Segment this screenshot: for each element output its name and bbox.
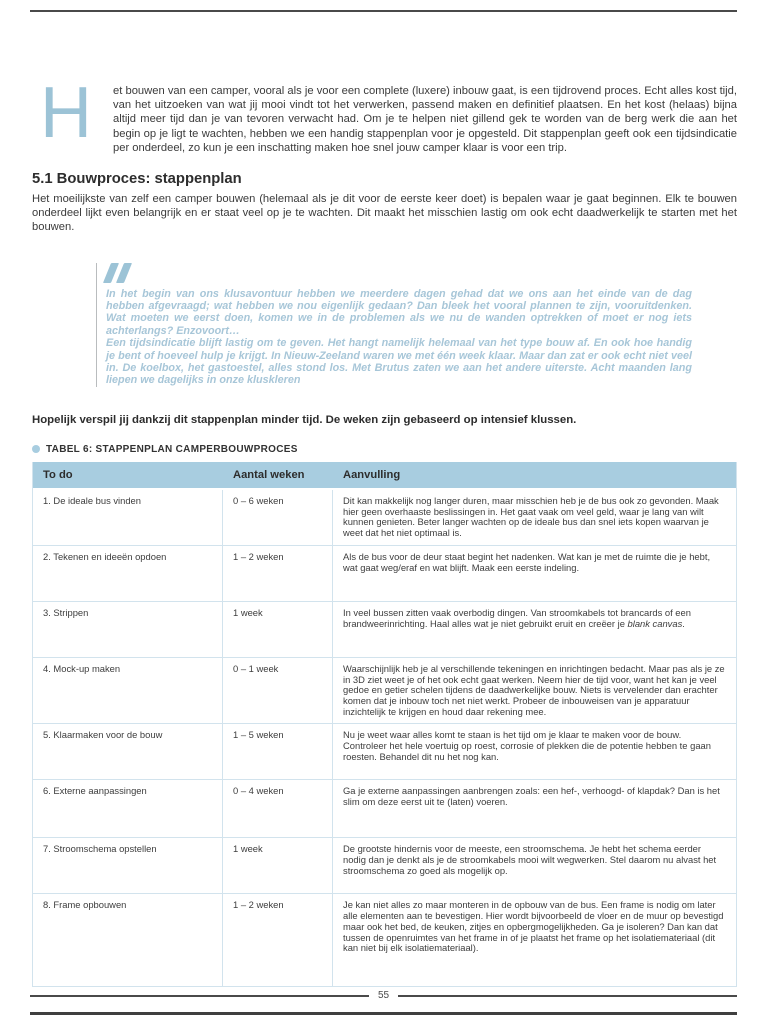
intro-text: et bouwen van een camper, vooral als je voor een complete (luxere) inbouw gaat, is een tijdrovend proces. Echt alles kost tijd, van het uitzoeken van wat jij mooi vindt tot het verwerken, passend maken en definitief plaatsen. En het kost (helaas) bijna altijd meer tijd dan je van tevoren verwacht had. Om je te helpen niet gillend gek te worden van de berg werk die aan het begin op je ligt te wachten, hebben we een handig stappenplan voor je opgesteld. Dit stappenplan geeft ook een tijdsindicatie per onderdeel, zo kun je een inschatting maken hoe snel jouw camper klaar is voor een trip. [113,85,737,154]
table-body [33,490,736,987]
cell-aanvulling: In veel bussen zitten vaak overbodig dingen. Van stroomkabels tot brancards of een brandweerinrichting. Haal alles wat je niet gebruikt eruit en creëer je blank canvas. [343,606,691,629]
bottom-rule [30,1012,737,1015]
cell-todo: 5. Klaarmaken voor de bouw [33,724,223,779]
cell-aanvulling: Als de bus voor de deur staat begint het nadenken. Wat kan je met de ruimte die je hebt, wat gaat weg/eraf en wat blijft. Maak een eerste indeling. [343,550,711,573]
footer-rule-right [398,995,737,997]
cell-todo: 3. Strippen [33,602,223,657]
top-rule [30,10,737,12]
cell-aantal-weken: 0 – 6 weken [223,490,333,545]
cell-todo: 6. Externe aanpassingen [33,780,223,837]
drop-cap: H [40,73,90,153]
cell-aantal-weken: 1 week [223,602,333,657]
table-row [33,724,736,780]
cell-aantal-weken: 0 – 1 week [223,658,333,724]
column-header-todo: To do [43,468,73,481]
intro-paragraph [32,73,737,155]
cell-aantal-weken: 1 – 2 weken [223,546,333,601]
table-row [33,490,736,546]
cell-todo: 7. Stroomschema opstellen [33,838,223,893]
cell-aanvulling: Ga je externe aanpassingen aanbrengen zoals: een hef-, verhoogd- of klapdak? Dan is het slim om deze eerst uit te (laten) voeren. [343,785,720,808]
quotation-marks-icon [106,263,692,285]
cell-aanvulling: Je kan niet alles zo maar monteren in de opbouw van de bus. Een frame is nodig om later alle elementen aan te bevestigen. Hier wordt bijvoorbeeld de vloer en de muur op bevestigd maar ook het bed, de keuken, zitjes en opbergmogelijkheden. Ga je isoleren? Dan kan dat tussen de openruimtes van het frame in of je plaatst het frame op het isolatiemateriaal (dit kan niet bij elk isolatiemateriaal). [343,899,724,954]
cell-aanvulling: Dit kan makkelijk nog langer duren, maar misschien heb je de bus ook zo gevonden. Maak hier geen overhaaste beslissingen in. Het gaat vaak om veel geld, waar je lang van wilt kunnen genieten. Beter langer wachten op de ideale bus dan snel iets kopen waarvan je weet dat het niet optimaal is. [343,494,719,538]
cell-todo: 8. Frame opbouwen [33,894,223,986]
cell-aanvulling: De grootste hindernis voor de meeste, een stroomschema. Je hebt het schema eerder nodig dan je denkt als je de stroomkabels mooi wilt wegwerken. Stel daarom nu alvast het stroomschema zo goed als mogelijk op. [343,843,717,876]
table-row [33,658,736,725]
cell-aantal-weken: 1 – 2 weken [223,894,333,986]
footer-rule-left [30,995,369,997]
cell-todo: 2. Tekenen en ideeën opdoen [33,546,223,601]
cell-todo: 4. Mock-up maken [33,658,223,724]
quote-paragraph-1: In het begin van ons klusavontuur hebben we meerdere dagen gehad dat we ons aan het einde van de dag hebben afgevraagd; wat hebben we nou eigenlijk gedaan? Dan bleek het vooral plannen te zijn, vooruitdenken. Wat moeten we eerst doen, komen we in de problemen als we nu de wanden optrekken of moet er nog iets achterlangs? Enzovoort… [106,287,692,337]
cell-aantal-weken: 1 – 5 weken [223,724,333,779]
stappenplan-table [32,462,737,988]
quote-bar-icon [116,263,132,283]
quote-block [96,263,692,387]
column-header-aantal-weken: Aantal weken [233,468,305,481]
cell-aantal-weken: 0 – 4 weken [223,780,333,837]
cell-aantal-weken: 1 week [223,838,333,893]
table-row [33,546,736,602]
table-caption [32,444,737,455]
page-footer [30,990,737,1002]
bullet-icon [32,445,40,453]
cell-aanvulling: Waarschijnlijk heb je al verschillende tekeningen en inrichtingen bedacht. Maar pas als je ze in 3D ziet weet je of het ook echt gaat werken. Neem hier de tijd voor, want het kan je veel gedoe en getier schelen tijdens de daadwerkelijke bouw. Niets is vervelender dan erachter komen dat je inbouw toch net niet werkt. Probeer de inbouweisen van je apparatuur inzichtelijk te krijgen en houd daar rekening mee. [343,662,725,717]
quote-paragraph-2: Een tijdsindicatie blijft lastig om te geven. Het hangt namelijk helemaal van het type bouw af. En ook hoe handig je bent of hoeveel hulp je krijgt. In Nieuw-Zeeland waren we met één week klaar. Maar dan zat er ook echt niet veel in. De koelbox, het gastoestel, alles stond los. Met Brutus zaten we aan het andere uiterste. Acht maanden lang liepen we dagelijks in onze kluskleren [106,337,692,387]
table-row [33,602,736,658]
table-header-row [33,462,736,490]
table-row [33,838,736,894]
table-row [33,894,736,986]
table-caption-text: TABEL 6: STAPPENPLAN CAMPERBOUWPROCES [46,443,298,456]
table-row [33,780,736,838]
cell-aanvulling: Nu je weet waar alles komt te staan is het tijd om je klaar te maken voor de bouw. Controleer het hele voertuig op roest, corrosie of plekken die de potentie hebben te gaan roesten. Behandel dit nu het nog kan. [343,729,711,762]
column-header-aanvulling: Aanvulling [343,468,401,481]
section-heading: 5.1 Bouwproces: stappenplan [32,171,242,188]
section-body-paragraph: Het moeilijkste van zelf een camper bouwen (helemaal als je dit voor de eerste keer doet) is bepalen waar je gaat beginnen. Elk te bouwen onderdeel lijkt even belangrijk en er staat veel op je te wachten. Dit maakt het misschien lastig om ook echt daadwerkelijk te starten met het bouwen. [32,193,737,234]
lead-sentence: Hopelijk verspil jij dankzij dit stappenplan minder tijd. De weken zijn gebaseerd op intensief klussen. [32,413,577,426]
page-number: 55 [377,990,390,1001]
cell-todo: 1. De ideale bus vinden [33,490,223,545]
